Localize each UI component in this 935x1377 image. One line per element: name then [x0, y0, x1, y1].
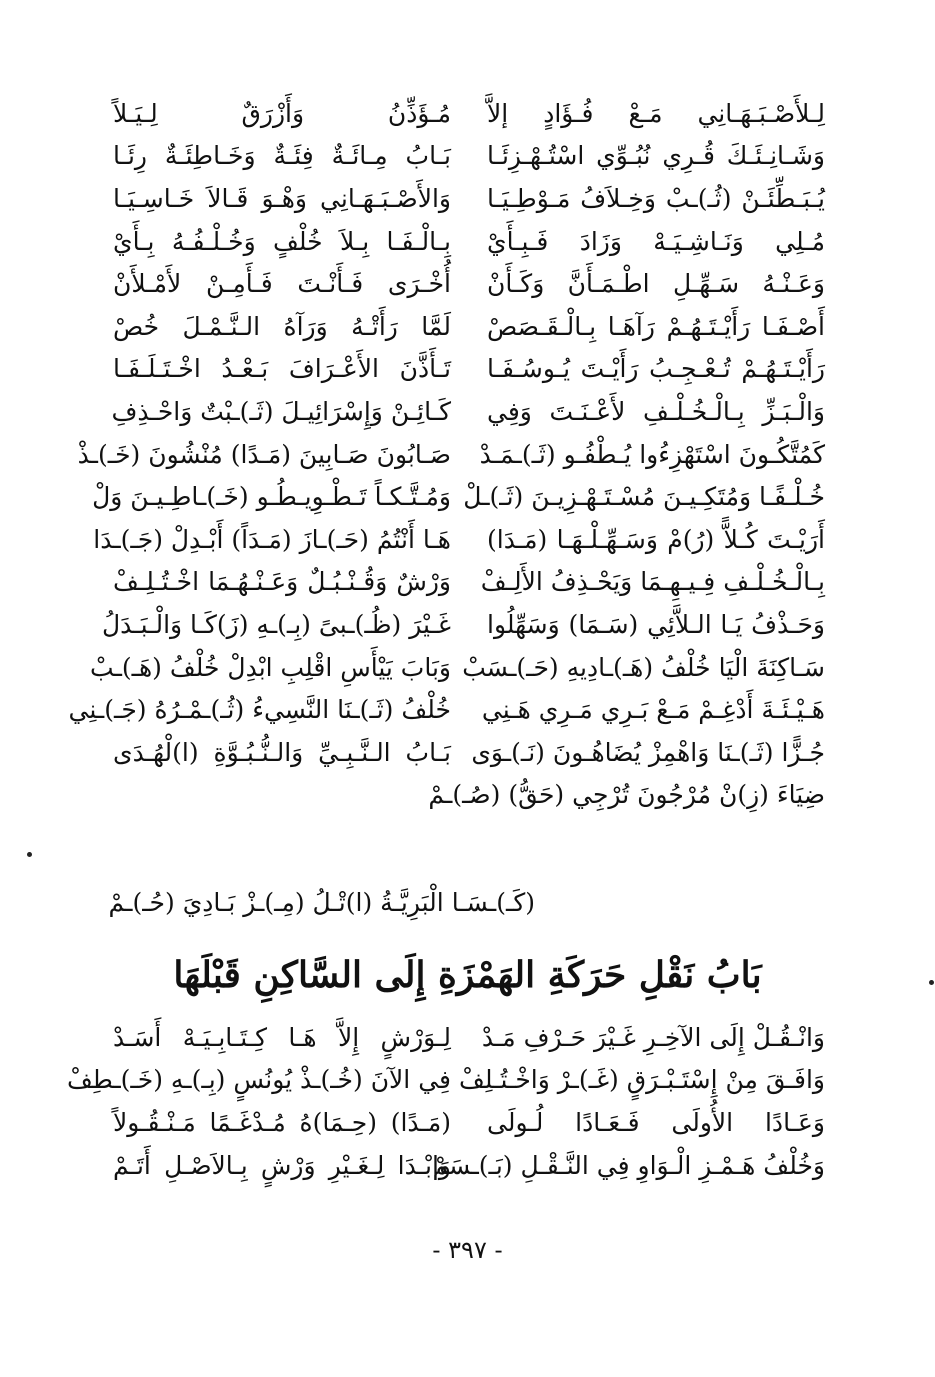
- verse-second-hemistich: هَـا أَنْتُمُ (حَـ)ـازَ (مَـدَاً) أَبْـدِلْ (جَـ)ـدَا: [93, 524, 451, 554]
- verse-first-hemistich: أَصْـفَـا رَأَيْـتَـهُـمْ رَآهَـا بِـالْـقَـصَصْ: [487, 311, 825, 341]
- verse-second-hemistich: فِي الآنَ (خُـ)ـذْ يُونُسٍ (بِـ)ـهِ (خَـ)ـطِفْ: [66, 1065, 451, 1095]
- verse-second-hemistich: وَالأَصْـبَـهَـانِي وَهْـوَ قَـالاَ خَـاسِـيَـا: [113, 183, 451, 213]
- verse-second-hemistich: أُخْـرَى فَـأَنْـتَ فَـأَمِـنْ لأَمْـلأَنْ: [113, 269, 451, 299]
- verse-second-hemistich: لِـوَرْشٍ إِلاَّ هَـا كِـتَـابِـيَـهْ أَسَـدْ: [113, 1022, 451, 1052]
- verse-first-hemistich: بِـالْـخُـلْـفِ فِـيـهِـمَا وَيَحْـذِفُ الأَلِـفْ: [480, 567, 825, 597]
- verse-second-hemistich: بَـابُ مِـائَـةٌ فِئَـةٌ وَخَـاطِئَـةٌ رِئَـا: [113, 141, 451, 171]
- verse-row: [113, 220, 825, 263]
- margin-dot: [929, 980, 934, 985]
- verse-row: [113, 1101, 825, 1144]
- verse-first-hemistich: وَعَـادًا الأُولَى فَـعَـادًا لُـولَى: [487, 1107, 825, 1137]
- verse-second-hemistich: وَابْـدَا لِـغَـيْرِ وَرْشٍ بِـالاَصْـلِ أَتَـمْ: [113, 1150, 451, 1180]
- verse-second-hemistich: لَمَّا رَأَتْـهُ وَرَآهُ الـنَّـمْـلَ خُصْ: [113, 311, 451, 341]
- verse-second-hemistich: وَبَابَ يَيْأَسِ اقْلِبِ ابْدِلْ خُلْفُ (هَـ)ـبْ: [90, 652, 451, 682]
- verse-second-hemistich: صَـابُونَ صَـابِينَ (مَـدًا) مُنْشُونَ (خَـ)ـذْ: [77, 439, 451, 469]
- verse-first-hemistich: وَشَـانِـئَـكَ قُـرِي نُبُـوِّي اسْتُـهْـزِئَـا: [487, 141, 825, 171]
- verse-row: [101, 603, 825, 646]
- verse-row: [113, 92, 825, 135]
- verse-row: [66, 1059, 825, 1102]
- verse-row: [113, 262, 825, 305]
- verse-first-hemistich: أَرَيْـتَ كُـلاًّ (رُ)مْ وَسَـهِّـلْـهَـا (مَـدَا): [487, 524, 825, 554]
- verse-second-hemistich: تَـأَذَّنَ الأَعْـرَافَ بَـعْـدُ اخْـتَـلَـفَـا: [113, 354, 451, 384]
- verse-second-hemistich: بِـالْـفَـا بِـلاَ خُلْفٍ وَخُـلْـفُـهُ بِـأَيْ: [113, 226, 451, 256]
- verse-first-hemistich: وَانْـقُـلْ إِلَى الآخِـرِ غَـيْرَ حَـرْفِ مَـدْ: [481, 1022, 825, 1052]
- section-heading: بَابُ نَقْلِ حَرَكَةِ الهَمْزَةِ إِلَى السَّاكِنِ قَبْلَهَا: [173, 954, 762, 996]
- verse-first-hemistich: كَمُتَّكُـونَ اسْتَهْزِءُوا يُـطْفُـو (ثَـ)ـمَـدْ: [479, 439, 825, 469]
- verse-first-hemistich: لِـلأَصْـبَـهَـانِي مَـعْ فُـؤَادٍ إلاَّ: [487, 98, 825, 128]
- verse-row: [93, 518, 825, 561]
- verse-block: [68, 92, 825, 816]
- verse-block-2: [66, 1016, 825, 1186]
- verse-row: [113, 1016, 825, 1059]
- verse-row: [90, 646, 825, 689]
- verse-second-hemistich: خُلْفُ (ثَـ)ـنَا النَّسِيءُ (ثُـ)ـمْـرُهُ (جَـ)ـنِي: [68, 695, 451, 725]
- verse-row: [113, 305, 825, 348]
- verse-first-hemistich: وَخُلْفُ هَـمْـزِ الْـوَاوِ فِي النَّـقْـلِ (بَـ)ـسَمْ: [432, 1150, 825, 1180]
- verse-row: [68, 688, 825, 731]
- closing-verse: (كَـ)ـسَـا الْبَرِيَّـةُ (ا)تْـلُ (مِـ)ـزْ بَـادِيَ (حُـ)ـمْ: [108, 888, 535, 917]
- verse-second-hemistich: وَمُـتَّـكـاً تَـطْـوِيـطُـو (خَـ)ـاطِـيـنَ وَلْ: [92, 482, 451, 512]
- page-number: - ٣٩٧ -: [432, 1236, 503, 1264]
- verse-second-hemistich: وَرْشٌ وَقُـنْـبُـلٌ وَعَـنْـهُـمَا اخْـتُـلِـفْ: [113, 567, 451, 597]
- verse-second-hemistich: (مَـدًا) (حِـمَا)هُ مُـدْغَـمًا مَـنْـقُـولاً: [113, 1107, 451, 1137]
- verse-first-hemistich: رَأَيْـتَـهُـمْ تُـعْـجِـبُ رَأَيْـتَ يُـوسُـفَـا: [487, 354, 825, 384]
- verse-first-hemistich: جُـزًّا (ثَـ)ـنَا وَاهْمِزْ يُضَاهُـونَ (نَـ)ـوَى: [471, 737, 825, 767]
- margin-dot: [27, 852, 32, 857]
- verse-first-hemistich: مُـلِي وَنَـاشِـيَـهْ وَزَادَ فَـبِـأَيْ: [487, 226, 825, 256]
- verse-first-hemistich: وَالْـبَـزِّ بِـالْـخُـلْـفِ لأَعْـنَـتَ وَفِي: [487, 396, 825, 426]
- verse-second-hemistich: مُـؤَذِّنُ وَأَزْرَقٌ لِـيَـلاً: [113, 98, 451, 128]
- verse-second-hemistich: كَـائِـنْ وَإِسْرَائِيـلَ (ثَـ)ـبْتٌ وَاحْـذِفِ: [111, 396, 451, 426]
- verse-first-hemistich: وَحَـذْفُ يَـا الـلاَّئِي (سَـمَا) وَسَهِّلُوا: [487, 609, 825, 639]
- verse-second-hemistich: بَـابُ الـنَّـبِـيِّ وَالـنُّـبُـوَّةِ (ا)لْهُـدَى: [113, 737, 451, 767]
- verse-row: [113, 731, 825, 774]
- verse-row: [92, 475, 825, 518]
- verse-row: [113, 390, 825, 433]
- verse-first-hemistich: هَـيْـئَـةَ أَدْغِـمْ مَـعْ بَـرِي مَـرِي هَـنِي: [481, 695, 825, 725]
- verse-row: [113, 774, 825, 817]
- verse-row: [113, 135, 825, 178]
- verse-first-hemistich: يُـبَـطِّئَـنْ (ثُـ)ـبْ وَخِـلاَفُ مَـوْطِـيَـا: [487, 183, 825, 213]
- verse-first-hemistich: ضِيَاءَ (زِ)نْ مُرْجُونَ تُرْجِي (حَقُّ) (صُـ)ـمْ: [428, 780, 825, 810]
- verse-first-hemistich: وَافَـقَ مِنْ إِسْتَـبْـرَقٍ (غَـ)ـرْ وَاخْـتُـلِفْ: [458, 1065, 825, 1095]
- verse-row: [113, 1144, 825, 1187]
- verse-first-hemistich: وَعَـنْـهُ سَـهِّـلِ اطْـمَـأَنَّ وَكَـأَنْ: [487, 269, 825, 299]
- verse-row: [113, 561, 825, 604]
- verse-row: [113, 348, 825, 391]
- verse-first-hemistich: خُـلْـفًـا وَمُتَكِـيـنَ مُسْـتَـهْـزِيـنَ (ثَـ)ـلْ: [463, 482, 825, 512]
- verse-row: [113, 177, 825, 220]
- verse-first-hemistich: سَـاكِنَةَ الْيَا خُلْفُ (هَـ)ـادِيهِ (حَـ)ـسَبْ: [462, 652, 825, 682]
- verse-second-hemistich: غَـيْرَ (ظُـ)ـبىً (بِـ)ـهِ (زَ)كَـا وَالْـبَـدَلُ: [101, 609, 451, 639]
- verse-row: [77, 433, 825, 476]
